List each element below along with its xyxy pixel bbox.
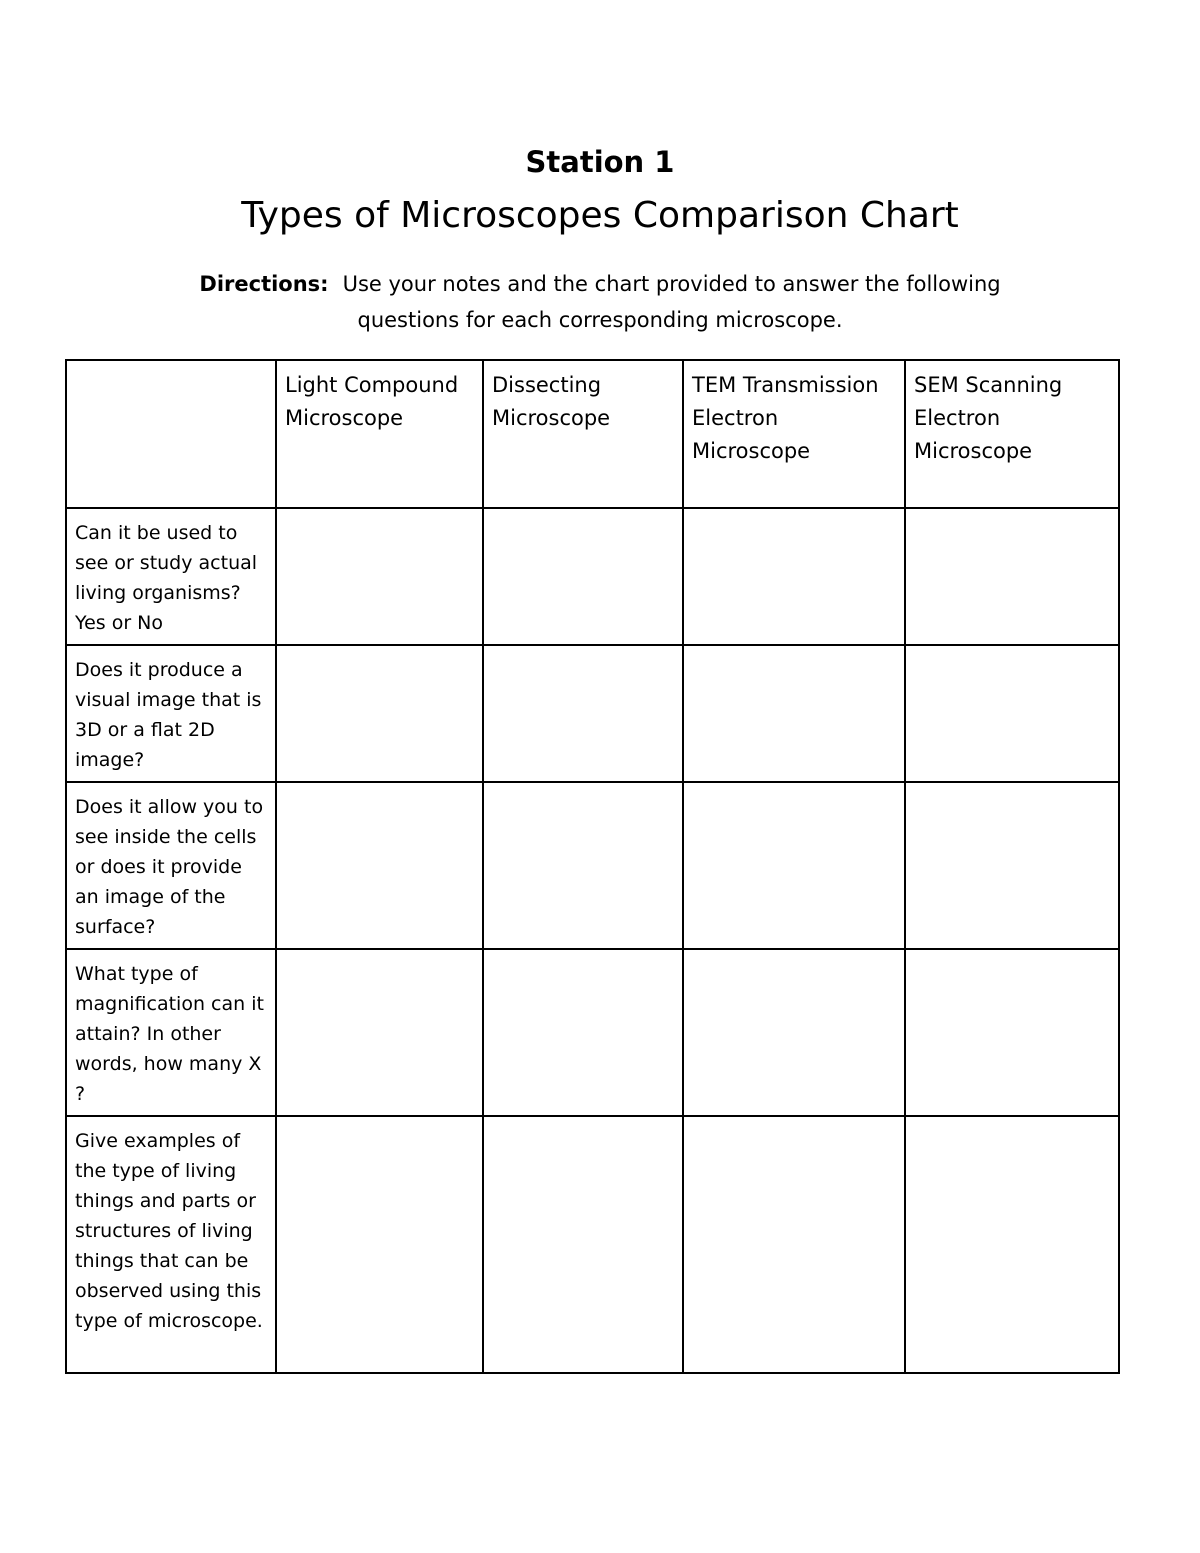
directions-text-1: Use your notes and the chart provided to answer the following — [342, 272, 1001, 296]
table-row — [66, 645, 1119, 782]
header-dissecting: Dissecting Microscope — [483, 360, 683, 508]
answer-cell[interactable] — [276, 782, 483, 949]
directions-label: Directions: — [199, 272, 329, 296]
answer-cell[interactable] — [276, 1116, 483, 1373]
answer-cell[interactable] — [483, 645, 683, 782]
answer-cell[interactable] — [905, 949, 1119, 1116]
table-row — [66, 1116, 1119, 1373]
directions-line-1 — [150, 266, 1050, 302]
answer-cell[interactable] — [905, 782, 1119, 949]
table-row — [66, 508, 1119, 645]
question-examples: Give examples of the type of living things and parts or structures of living things that can be observed using this type of microscope. — [66, 1116, 276, 1373]
header-cell-blank — [66, 360, 276, 508]
table-row — [66, 782, 1119, 949]
answer-cell[interactable] — [276, 949, 483, 1116]
question-inside-or-surface: Does it allow you to see inside the cells or does it provide an image of the surface? — [66, 782, 276, 949]
answer-cell[interactable] — [683, 949, 905, 1116]
question-magnification: What type of magnification can it attain? In other words, how many X ? — [66, 949, 276, 1116]
header-light-compound: Light Compound Microscope — [276, 360, 483, 508]
answer-cell[interactable] — [905, 508, 1119, 645]
header-tem: TEM Transmission Electron Microscope — [683, 360, 905, 508]
directions-text-2: questions for each corresponding microscope. — [357, 308, 843, 332]
answer-cell[interactable] — [483, 508, 683, 645]
answer-cell[interactable] — [683, 782, 905, 949]
station-heading: Station 1 — [525, 145, 675, 179]
page-title: Types of Microscopes Comparison Chart — [241, 195, 959, 236]
question-living-organisms: Can it be used to see or study actual living organisms? Yes or No — [66, 508, 276, 645]
answer-cell[interactable] — [483, 1116, 683, 1373]
directions — [150, 266, 1050, 338]
table-header-row — [66, 360, 1119, 508]
answer-cell[interactable] — [905, 1116, 1119, 1373]
answer-cell[interactable] — [276, 508, 483, 645]
comparison-table — [65, 359, 1120, 1374]
answer-cell[interactable] — [683, 645, 905, 782]
header-sem: SEM Scanning Electron Microscope — [905, 360, 1119, 508]
answer-cell[interactable] — [483, 949, 683, 1116]
answer-cell[interactable] — [905, 645, 1119, 782]
table-row — [66, 949, 1119, 1116]
answer-cell[interactable] — [683, 1116, 905, 1373]
answer-cell[interactable] — [276, 645, 483, 782]
question-image-dimension: Does it produce a visual image that is 3D or a flat 2D image? — [66, 645, 276, 782]
answer-cell[interactable] — [483, 782, 683, 949]
answer-cell[interactable] — [683, 508, 905, 645]
